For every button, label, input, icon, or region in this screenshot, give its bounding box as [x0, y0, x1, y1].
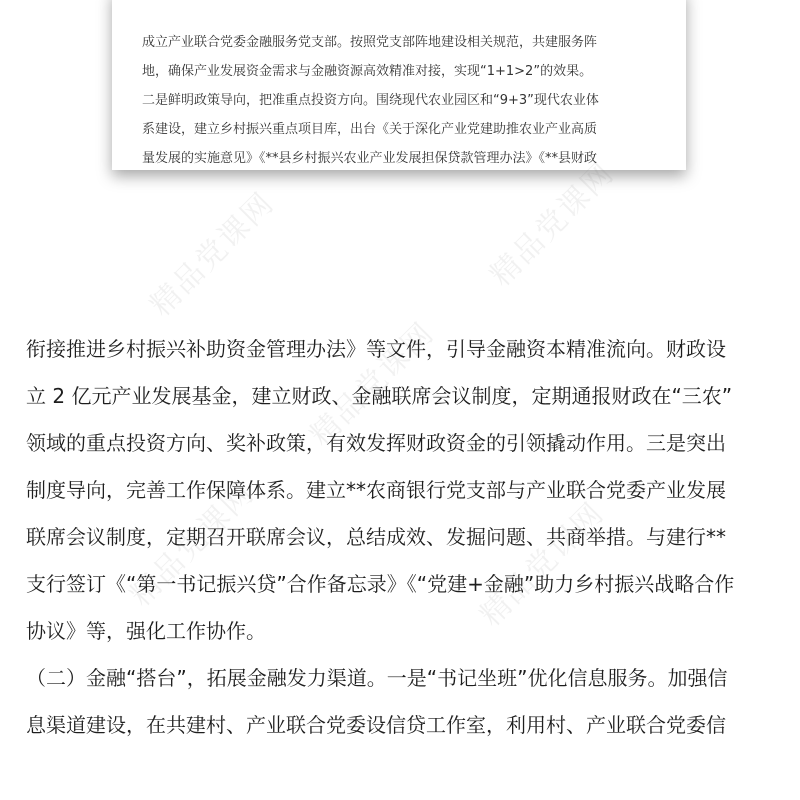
body-line: 衔接推进乡村振兴补助资金管理办法》等文件，引导金融资本精准流向。财政设 — [26, 337, 726, 361]
body-line: 息渠道建设，在共建村、产业联合党委设信贷工作室，利用村、产业联合党委信 — [26, 713, 726, 737]
watermark: 精品党课网 — [483, 155, 622, 294]
body-line: 支行签订《“第一书记振兴贷”合作备忘录》《“党建+金融”助力乡村振兴战略合作 — [26, 572, 735, 596]
card-line: 系建设，建立乡村振兴重点项目库，出台《关于深化产业党建助推农业产业高质 — [142, 122, 598, 137]
watermark: 精品党课网 — [303, 315, 442, 454]
card-text — [142, 28, 662, 173]
card-line: 地，确保产业发展资金需求与金融资源高效精准对接，实现“1+1>2”的效果。 — [142, 64, 593, 79]
card-line: 二是鲜明政策导向，把准重点投资方向。围绕现代农业园区和“9+3”现代农业体 — [142, 93, 599, 108]
body-text — [26, 326, 778, 749]
body-line: 联席会议制度，定期召开联席会议，总结成效、发掘问题、共商举措。与建行** — [26, 525, 726, 549]
body-line: （二）金融“搭台”，拓展金融发力渠道。一是“书记坐班”优化信息服务。加强信 — [26, 666, 728, 690]
body-line: 协议》等，强化工作协作。 — [26, 619, 266, 643]
watermark: 精品党课网 — [123, 475, 262, 614]
watermark: 精品党课网 — [143, 185, 282, 324]
card-line: 量发展的实施意见》《**县乡村振兴农业产业发展担保贷款管理办法》《**县财政 — [142, 151, 598, 166]
watermark: 精品党课网 — [473, 495, 612, 634]
body-line: 制度导向，完善工作保障体系。建立**农商银行党支部与产业联合党委产业发展 — [26, 478, 726, 502]
body-line: 领域的重点投资方向、奖补政策，有效发挥财政资金的引领撬动作用。三是突出 — [26, 431, 726, 455]
body-line: 立 2 亿元产业发展基金，建立财政、金融联席会议制度，定期通报财政在“三农” — [26, 384, 733, 408]
card-line: 成立产业联合党委金融服务党支部。按照党支部阵地建设相关规范，共建服务阵 — [142, 35, 598, 50]
